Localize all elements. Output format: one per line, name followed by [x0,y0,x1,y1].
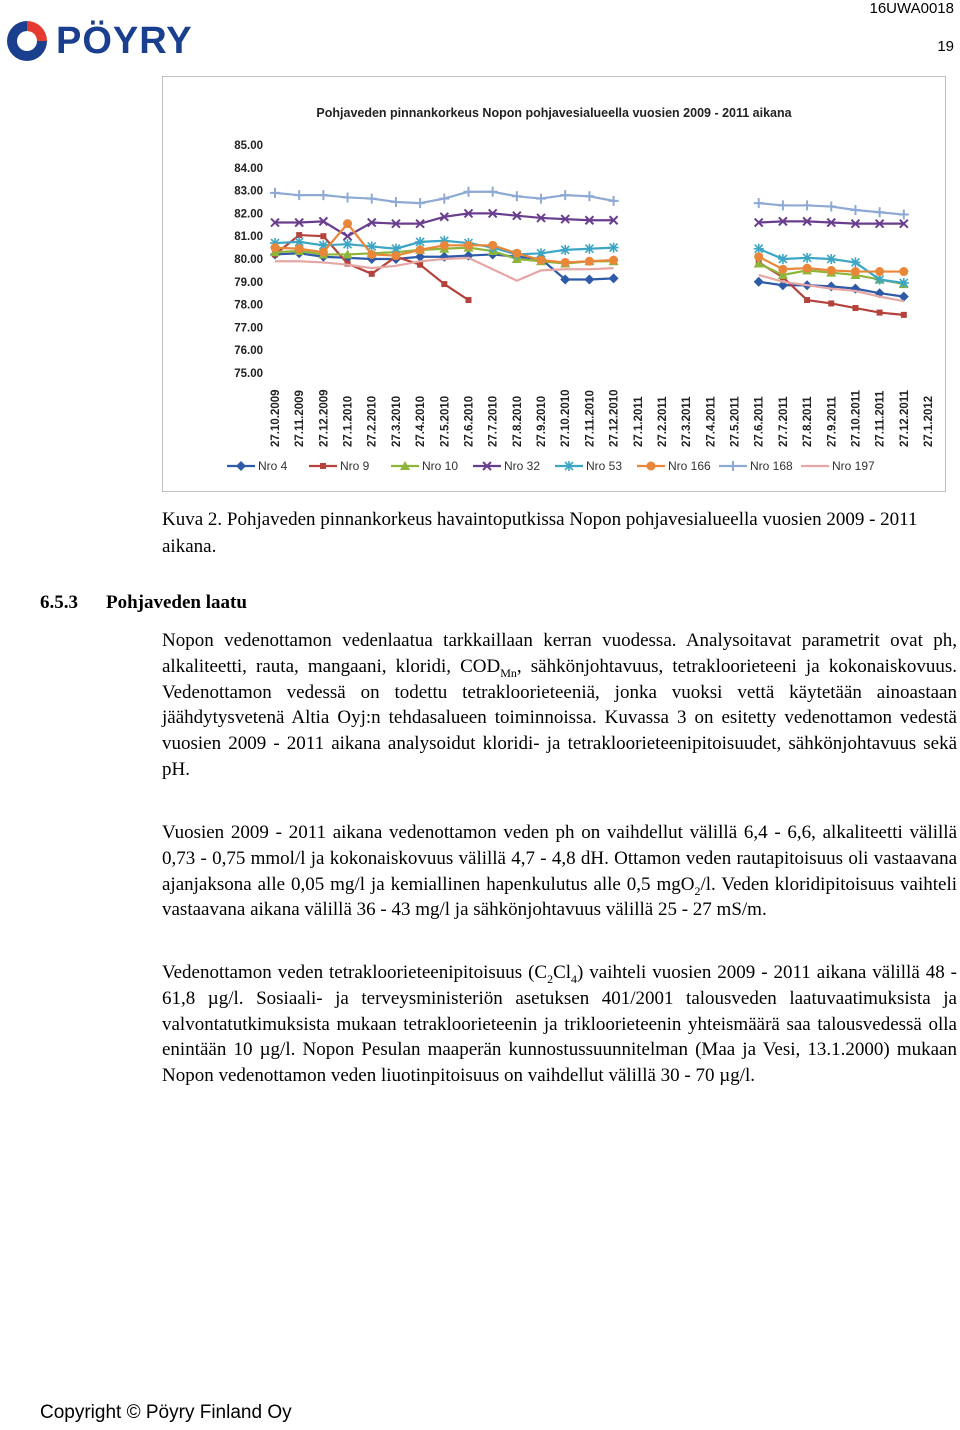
data-point [463,187,473,197]
paragraph-3-text-c: ) vaihteli vuosien 2009 - 2011 aikana välillä 48 - 61,8 µg/l. Sosiaali- ja terveysministeriön asetuksen 401/2001 talousveden laatuvaatimuksista ja valvontatutkimuksista mukaan tetrakloorieteenin ja trikloorieteenin yhteismäärä saa talousvedessä olla enintään 10 µg/l. Nopon Pesulan maaperän kunnostussuunnitelman (Maa ja Vesi, 13.1.2000) mukaan Nopon vedenottamon veden liuotinpitoisuus on vaihdellut välillä 30 - 70 µg/l. [162,962,957,1087]
data-point [295,244,304,253]
paragraph-3-text-b: Cl [553,962,572,983]
y-tick-label: 81.00 [234,231,263,244]
data-point [778,265,787,274]
data-point [877,310,883,316]
x-tick-label: 27.1.2012 [923,395,935,447]
y-tick-label: 79.00 [234,276,263,289]
x-tick-label: 27.7.2011 [777,396,790,447]
paragraph-1 [162,628,957,783]
data-point [415,198,425,208]
x-tick-label: 27.4.2011 [705,396,718,447]
data-point [465,297,471,303]
x-tick-label: 27.3.2011 [681,396,694,447]
figure-caption: Kuva 2. Pohjaveden pinnankorkeus havaintoputkissa Nopon pohjavesialueella vuosien 2009 - 2011 aikana. [162,509,918,557]
data-point [367,194,377,204]
data-point [754,198,764,208]
data-point [899,278,909,288]
y-tick-label: 83.00 [234,185,263,198]
paragraph-2 [162,820,957,923]
data-point [802,253,812,263]
legend-label: Nro 9 [340,459,370,473]
data-point [391,197,401,207]
x-tick-label: 27.1.2011 [632,396,645,447]
x-tick-label: 27.8.2011 [802,396,815,447]
legend-marker [320,463,326,469]
data-point [343,219,352,228]
groundwater-level-chart [162,76,946,492]
data-point [318,190,328,200]
data-point [826,254,836,264]
data-point [320,233,326,239]
y-tick-label: 77.00 [234,322,263,335]
paragraph-1-text-a: Nopon vedenottamon vedenlaatua tarkkaillaan kerran vuodessa. Analysoitavat parametrit ovat ph, alkaliteetti, rauta, mangaani, kloridi, COD [162,630,957,677]
y-tick-label: 75.00 [234,368,263,380]
paragraph-1-subscript: Mn [500,665,517,680]
data-point [441,281,447,287]
data-point [271,243,280,252]
data-point [609,196,619,206]
data-point [899,210,909,220]
paragraph-3-subscript-2: 4 [571,971,578,986]
data-point [754,252,763,261]
paragraph-2-text-a: Vuosien 2009 - 2011 aikana vedenottamon veden ph on vaihdellut välillä 6,4 - 6,6, alkaliteetti välillä 0,73 - 0,75 mmol/l ja kokonaiskovuus välillä 4,7 - 4,8 dH. Ottamon veden rautapitoisuus oli vastaavana ajanjaksona alle 0,05 mg/l ja kemiallinen hapenkulutus alle 0,5 mgO [162,822,957,895]
data-point [536,194,546,204]
y-tick-label: 78.00 [234,299,263,312]
legend-item [637,459,711,473]
x-tick-label: 27.1.2010 [342,395,355,447]
series-lines [270,187,909,318]
chart-svg [163,77,945,491]
data-point [512,191,522,201]
data-point [440,241,449,250]
legend-label: Nro 10 [422,459,459,473]
legend-item [555,459,622,473]
x-tick-label: 27.9.2010 [536,395,549,447]
data-point [560,190,570,200]
paragraph-2-text-b: /l. Veden kloridipitoisuus vaihteli vastaavana aikana välillä 36 - 43 mg/l ja sähkönjohtavuus välillä 25 - 27 mS/m. [162,873,957,921]
x-tick-label: 27.7.2010 [487,395,500,447]
data-point [804,297,810,303]
x-tick-label: 27.8.2010 [511,395,524,447]
legend-label: Nro 166 [668,459,711,473]
y-tick-label: 85.00 [234,140,263,152]
data-point [369,271,375,277]
legend-marker [236,461,246,471]
data-point [343,239,353,249]
data-point [802,200,812,210]
x-tick-label: 27.4.2010 [415,395,428,447]
paragraph-1-text-b: , sähkönjohtavuus, tetrakloorieteeni ja kokonaiskovuus. Vedenottamon vedessä on todettu tetrakloorieteeniä, jonka vuoksi vettä käytetään ainoastaan jäähdytysvetenä Altia Oyj:n tehdasalueen toiminnoissa. Kuvassa 3 on esitetty vedenottamon vedestä vuosien 2009 - 2011 aikana analysoidut kloridi- ja tetrakloorieteenipitoisuudet, sähkönjohtavuus sekä pH. [162,655,958,780]
data-point [584,275,594,285]
chart-title: Pohjaveden pinnankorkeus Nopon pohjavesialueella vuosien 2009 - 2011 aikana [316,106,792,120]
y-axis [234,140,263,380]
data-point [584,191,594,201]
logo-text: PÖYRY [56,19,193,62]
x-axis [270,389,935,447]
legend-marker [728,461,738,471]
data-point [803,264,812,273]
y-tick-label: 76.00 [234,345,263,358]
legend-item [719,459,793,473]
paragraph-3-subscript-1: 2 [547,971,554,986]
x-tick-label: 27.3.2010 [390,395,403,447]
paragraph-3-text-a: Vedenottamon veden tetrakloorieteenipitoisuus (C [162,962,548,983]
poyry-logo-icon [4,18,50,64]
legend-marker [564,461,574,471]
data-point [875,267,884,276]
data-point [343,192,353,202]
x-tick-label: 27.9.2011 [826,396,839,447]
data-point [270,188,280,198]
paragraph-3 [162,960,957,1089]
data-point [561,258,570,267]
data-point [778,254,788,264]
x-tick-label: 27.6.2011 [753,396,766,447]
data-point [609,256,618,265]
legend-item [309,459,370,473]
data-point [850,205,860,215]
data-point [367,250,376,259]
data-point [850,257,860,267]
x-tick-label: 27.11.2009 [294,390,307,447]
legend-label: Nro 32 [504,459,541,473]
data-point [464,241,473,250]
data-point [512,249,521,258]
x-tick-label: 27.12.2011 [898,390,911,447]
data-point [585,257,594,266]
y-tick-label: 82.00 [234,208,263,221]
data-point [875,207,885,217]
data-point [851,267,860,276]
legend-label: Nro 197 [832,459,875,473]
data-point [488,241,497,250]
legend-marker [647,462,656,471]
copyright-footer: Copyright © Pöyry Finland Oy [40,1402,292,1423]
data-point [852,305,858,311]
x-tick-label: 27.10.2011 [850,390,863,447]
data-point [584,244,594,254]
section-number: 6.5.3 [40,592,78,613]
data-point [560,245,570,255]
section-title: Pohjaveden laatu [106,592,247,613]
data-point [416,245,425,254]
y-tick-label: 80.00 [234,254,263,266]
data-point [754,277,764,287]
data-point [609,243,619,253]
section-heading [40,592,247,614]
x-tick-label: 27.6.2010 [463,395,476,447]
legend-label: Nro 53 [586,459,623,473]
data-point [439,194,449,204]
y-tick-label: 84.00 [234,162,263,175]
data-point [294,190,304,200]
data-point [778,200,788,210]
x-tick-label: 27.5.2010 [439,395,452,447]
document-code: 16UWA0018 [869,0,954,17]
legend-item [801,459,875,473]
data-point [609,273,619,283]
data-point [344,232,352,240]
data-point [828,300,834,306]
x-tick-label: 27.10.2010 [560,389,573,447]
legend-item [391,459,458,473]
series-nro-32 [271,209,908,240]
x-tick-label: 27.10.2009 [270,389,282,447]
x-tick-label: 27.11.2011 [874,390,887,447]
data-point [488,187,498,197]
page-number: 19 [937,38,954,55]
data-point [319,248,328,257]
data-point [827,266,836,275]
legend-item [473,459,540,473]
data-point [391,251,400,260]
x-tick-label: 27.2.2010 [366,395,379,447]
series-nro-168 [270,187,909,220]
x-tick-label: 27.11.2010 [584,390,597,447]
x-tick-label: 27.2.2011 [656,396,669,447]
chart-legend [227,459,875,473]
data-point [537,256,546,265]
x-tick-label: 27.12.2010 [608,389,621,447]
data-point [826,202,836,212]
data-point [901,312,907,318]
legend-item [227,459,288,473]
paragraph-2-subscript: 2 [694,883,701,898]
data-point [899,267,908,276]
legend-label: Nro 168 [750,459,793,473]
x-tick-label: 27.5.2011 [729,396,742,447]
x-tick-label: 27.12.2009 [318,389,331,447]
legend-label: Nro 4 [258,459,288,473]
poyry-logo [4,16,193,66]
